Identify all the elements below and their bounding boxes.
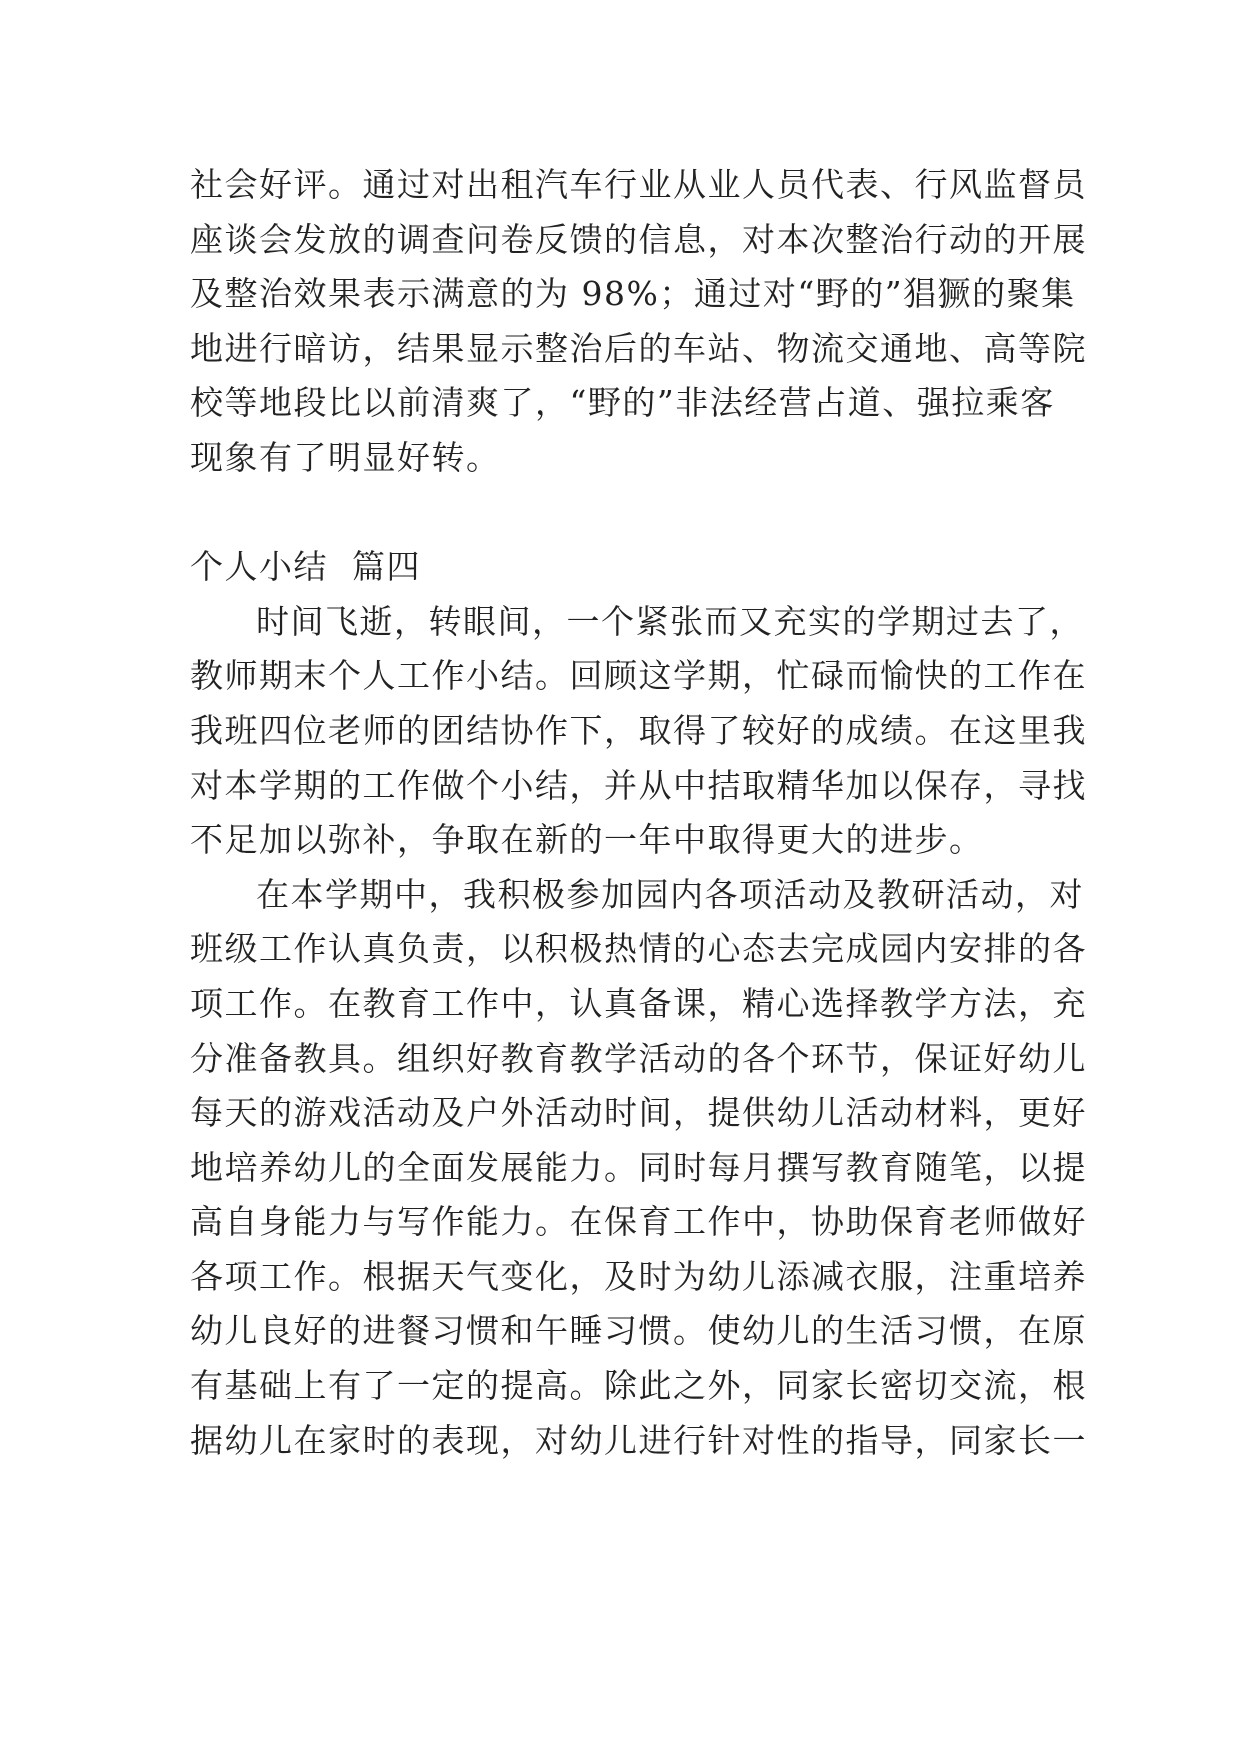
paragraph-line: 在本学期中，我积极参加园内各项活动及教研活动，对	[256, 874, 1084, 914]
paragraph-line: 及整治效果表示满意的为 98%；通过对“野的”猖獗的聚集	[190, 274, 1076, 314]
paragraph-line: 校等地段比以前清爽了，“野的”非法经营占道、强拉乘客	[190, 383, 1055, 423]
top-paragraph	[190, 158, 1087, 486]
paragraph-line: 据幼儿在家时的表现，对幼儿进行针对性的指导，同家长一	[190, 1420, 1087, 1460]
paragraph-line: 时间飞逝，转眼间，一个紧张而又充实的学期过去了，	[256, 601, 1084, 641]
paragraph-line: 高自身能力与写作能力。在保育工作中，协助保育老师做好	[190, 1202, 1087, 1242]
section-heading: 个人小结 篇四	[190, 547, 421, 587]
paragraph-line: 各项工作。根据天气变化，及时为幼儿添减衣服，注重培养	[190, 1256, 1087, 1296]
paragraph-line: 我班四位老师的团结协作下，取得了较好的成绩。在这里我	[190, 710, 1087, 750]
paragraph-1	[190, 595, 1087, 868]
paragraph-line: 班级工作认真负责，以积极热情的心态去完成园内安排的各	[190, 929, 1087, 969]
paragraph-line: 地进行暗访，结果显示整治后的车站、物流交通地、高等院	[190, 328, 1087, 368]
paragraph-line: 分准备教具。组织好教育教学活动的各个环节，保证好幼儿	[190, 1038, 1087, 1078]
paragraph-line: 有基础上有了一定的提高。除此之外，同家长密切交流，根	[190, 1366, 1087, 1406]
paragraph-line: 地培养幼儿的全面发展能力。同时每月撰写教育随笔，以提	[190, 1147, 1087, 1187]
document-body	[190, 158, 1087, 1468]
paragraph-line: 现象有了明显好转。	[190, 437, 501, 477]
paragraph-2	[190, 868, 1087, 1469]
paragraph-line: 教师期末个人工作小结。回顾这学期，忙碌而愉快的工作在	[190, 656, 1087, 696]
paragraph-line: 每天的游戏活动及户外活动时间，提供幼儿活动材料，更好	[190, 1093, 1087, 1133]
paragraph-line: 座谈会发放的调查问卷反馈的信息，对本次整治行动的开展	[190, 219, 1087, 259]
paragraph-line: 幼儿良好的进餐习惯和午睡习惯。使幼儿的生活习惯，在原	[190, 1311, 1087, 1351]
paragraph-line: 对本学期的工作做个小结，并从中拮取精华加以保存，寻找	[190, 765, 1087, 805]
paragraph-spacer	[190, 486, 1070, 541]
paragraph-line: 社会好评。通过对出租汽车行业从业人员代表、行风监督员	[190, 165, 1087, 204]
paragraph-line: 不足加以弥补，争取在新的一年中取得更大的进步。	[190, 820, 984, 860]
paragraph-line: 项工作。在教育工作中，认真备课，精心选择教学方法，充	[190, 983, 1087, 1023]
